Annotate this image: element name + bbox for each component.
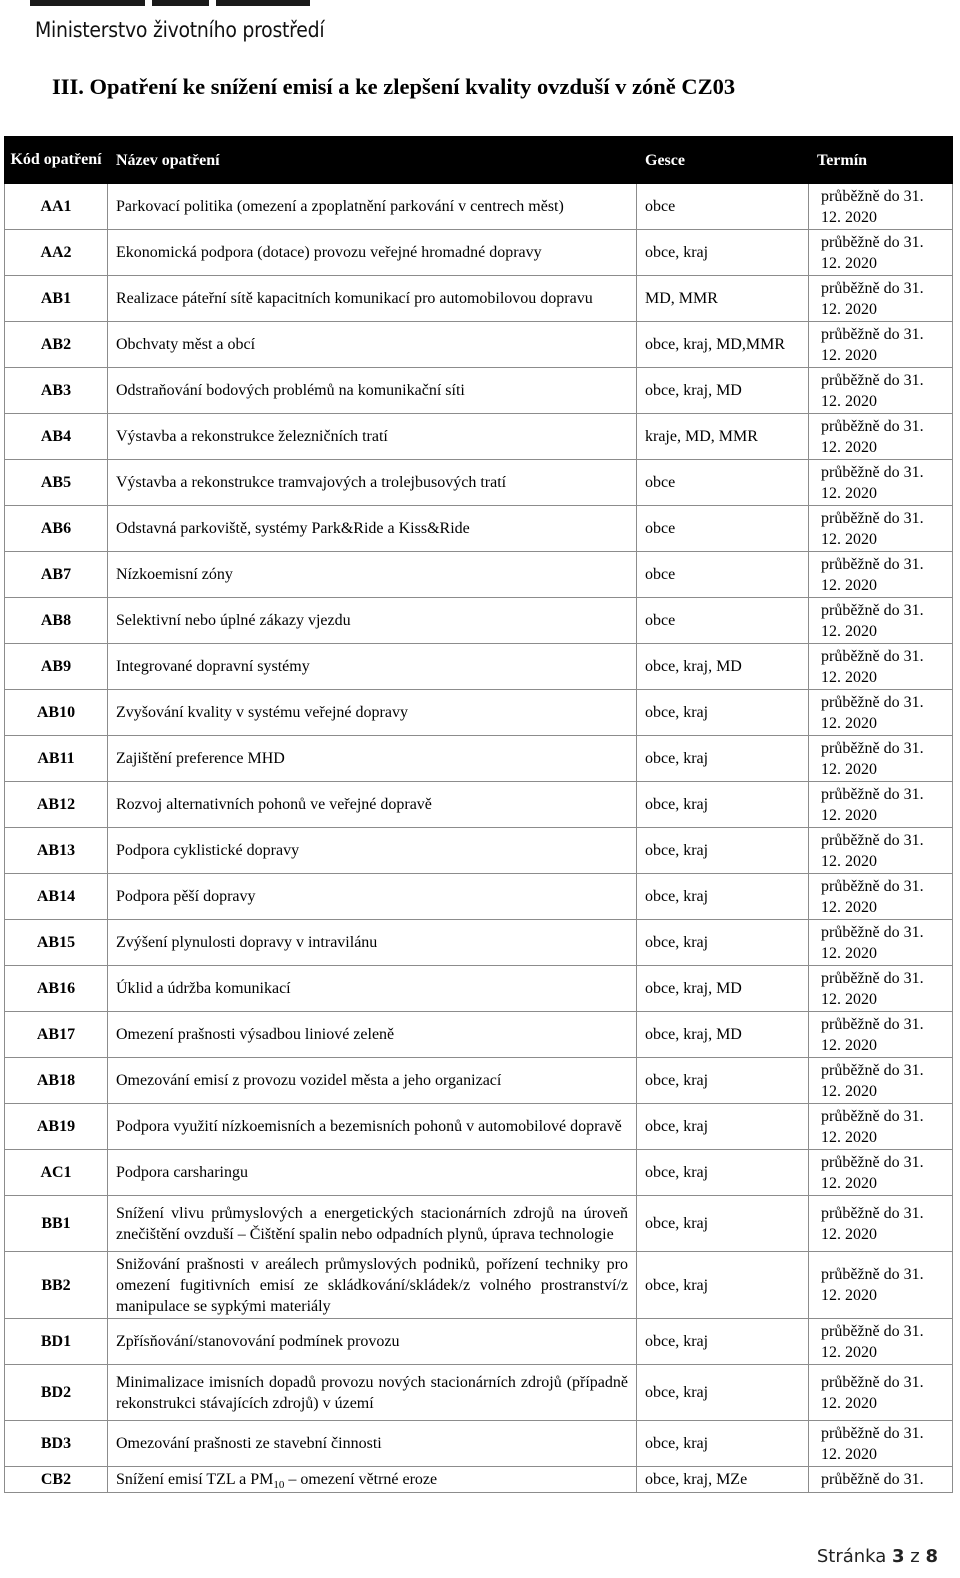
measure-code: AB3 xyxy=(5,368,108,414)
measure-responsibility: obce, kraj, MZe xyxy=(637,1467,809,1493)
measure-responsibility: obce, kraj, MD xyxy=(637,644,809,690)
table-row xyxy=(5,828,953,874)
measure-term: průběžně do 31. 12. 2020 xyxy=(809,1150,953,1196)
measure-term: průběžně do 31. 12. 2020 xyxy=(809,690,953,736)
measure-responsibility: obce, kraj xyxy=(637,736,809,782)
measure-code: AB5 xyxy=(5,460,108,506)
table-row xyxy=(5,230,953,276)
measure-name-subscript: 10 xyxy=(273,1479,285,1492)
measure-responsibility: obce, kraj xyxy=(637,874,809,920)
measure-name: Podpora využití nízkoemisních a bezemisních pohonů v automobilové dopravě xyxy=(108,1104,637,1150)
table-row xyxy=(5,184,953,230)
header-name: Název opatření xyxy=(108,137,637,184)
measure-term: průběžně do 31. 12. 2020 xyxy=(809,1252,953,1319)
measure-term: průběžně do 31. 12. 2020 xyxy=(809,782,953,828)
measure-responsibility: obce, kraj xyxy=(637,690,809,736)
page-number xyxy=(817,1546,938,1567)
logo-bar-left xyxy=(30,0,145,6)
measure-code: AB18 xyxy=(5,1058,108,1104)
measure-responsibility: obce, kraj xyxy=(637,1365,809,1421)
measure-responsibility: obce, kraj xyxy=(637,782,809,828)
measure-code: AB7 xyxy=(5,552,108,598)
table-row xyxy=(5,644,953,690)
table-row xyxy=(5,1104,953,1150)
measure-term: průběžně do 31. 12. 2020 xyxy=(809,1104,953,1150)
table-row xyxy=(5,506,953,552)
measure-term: průběžně do 31. 12. 2020 xyxy=(809,1319,953,1365)
measure-responsibility: obce, kraj xyxy=(637,1104,809,1150)
measure-name: Obchvaty měst a obcí xyxy=(108,322,637,368)
measures-table xyxy=(4,136,953,1493)
table-row xyxy=(5,1252,953,1319)
table-row xyxy=(5,368,953,414)
measure-responsibility: obce, kraj, MD xyxy=(637,1012,809,1058)
page-number-current: 3 xyxy=(892,1546,905,1567)
table-row xyxy=(5,1012,953,1058)
measure-code: AA1 xyxy=(5,184,108,230)
table-row xyxy=(5,874,953,920)
measure-name: Minimalizace imisních dopadů provozu nových stacionárních zdrojů (případně rekonstrukci stávajících zdrojů) v území xyxy=(108,1365,637,1421)
measure-name: Podpora pěší dopravy xyxy=(108,874,637,920)
measure-term: průběžně do 31. 12. 2020 xyxy=(809,1196,953,1252)
header-term: Termín xyxy=(809,137,953,184)
measure-name: Omezování emisí z provozu vozidel města a jeho organizací xyxy=(108,1058,637,1104)
table-row xyxy=(5,276,953,322)
measure-responsibility: obce, kraj xyxy=(637,1150,809,1196)
table-row xyxy=(5,552,953,598)
measure-name: Rozvoj alternativních pohonů ve veřejné dopravě xyxy=(108,782,637,828)
measure-code: AB15 xyxy=(5,920,108,966)
table-row xyxy=(5,414,953,460)
measure-term: průběžně do 31. 12. 2020 xyxy=(809,184,953,230)
measure-name: Nízkoemisní zóny xyxy=(108,552,637,598)
measure-term: průběžně do 31. 12. 2020 xyxy=(809,966,953,1012)
measure-code: AB1 xyxy=(5,276,108,322)
measure-term: průběžně do 31. 12. 2020 xyxy=(809,506,953,552)
table-row xyxy=(5,322,953,368)
header-resp: Gesce xyxy=(637,137,809,184)
measure-code: AB12 xyxy=(5,782,108,828)
measure-name: Parkovací politika (omezení a zpoplatnění parkování v centrech měst) xyxy=(108,184,637,230)
measure-code: BB1 xyxy=(5,1196,108,1252)
measure-name: Podpora cyklistické dopravy xyxy=(108,828,637,874)
measure-term: průběžně do 31. xyxy=(809,1467,953,1493)
measure-responsibility: obce xyxy=(637,506,809,552)
measure-term: průběžně do 31. 12. 2020 xyxy=(809,276,953,322)
measure-responsibility: obce, kraj xyxy=(637,828,809,874)
page-title: III. Opatření ke snížení emisí a ke zlepšení kvality ovzduší v zóně CZ03 xyxy=(52,74,736,99)
measure-name-text-rest: – omezení větrné eroze xyxy=(284,1471,438,1488)
measure-term: průběžně do 31. 12. 2020 xyxy=(809,414,953,460)
measure-code: AB8 xyxy=(5,598,108,644)
measure-code: AB19 xyxy=(5,1104,108,1150)
measure-name: Zvýšení plynulosti dopravy v intravilánu xyxy=(108,920,637,966)
measure-name: Výstavba a rekonstrukce tramvajových a trolejbusových tratí xyxy=(108,460,637,506)
measure-responsibility: obce, kraj xyxy=(637,1421,809,1467)
measure-term: průběžně do 31. 12. 2020 xyxy=(809,1012,953,1058)
measure-term: průběžně do 31. 12. 2020 xyxy=(809,644,953,690)
measure-name: Ekonomická podpora (dotace) provozu veřejné hromadné dopravy xyxy=(108,230,637,276)
measure-name: Snížení vlivu průmyslových a energetických stacionárních zdrojů na úroveň znečištění ovzduší – Čištění spalin nebo odpadních plynů, úprava technologie xyxy=(108,1196,637,1252)
measure-code: CB2 xyxy=(5,1467,108,1493)
measure-term: průběžně do 31. 12. 2020 xyxy=(809,1365,953,1421)
measure-term: průběžně do 31. 12. 2020 xyxy=(809,736,953,782)
table-row xyxy=(5,1196,953,1252)
measure-code: AB11 xyxy=(5,736,108,782)
page-number-prefix: Stránka xyxy=(816,1546,893,1567)
measure-term: průběžně do 31. 12. 2020 xyxy=(809,460,953,506)
measure-responsibility: obce, kraj xyxy=(637,920,809,966)
measure-name-text: Snížení emisí TZL a PM xyxy=(116,1471,274,1488)
measure-name: Selektivní nebo úplné zákazy vjezdu xyxy=(108,598,637,644)
measure-name: Zajištění preference MHD xyxy=(108,736,637,782)
measure-name: Realizace páteřní sítě kapacitních komunikací pro automobilovou dopravu xyxy=(108,276,637,322)
measure-code: BD3 xyxy=(5,1421,108,1467)
logo-bar-right xyxy=(216,0,310,6)
table-row xyxy=(5,460,953,506)
measure-term: průběžně do 31. 12. 2020 xyxy=(809,1058,953,1104)
measure-term: průběžně do 31. 12. 2020 xyxy=(809,920,953,966)
measure-responsibility: obce, kraj, MD,MMR xyxy=(637,322,809,368)
measure-code: AC1 xyxy=(5,1150,108,1196)
measure-code: AB10 xyxy=(5,690,108,736)
measure-code: AB2 xyxy=(5,322,108,368)
measure-responsibility: obce xyxy=(637,552,809,598)
table-row xyxy=(5,1365,953,1421)
measure-responsibility: MD, MMR xyxy=(637,276,809,322)
measure-name: Omezení prašnosti výsadbou liniové zeleně xyxy=(108,1012,637,1058)
measure-name: Integrované dopravní systémy xyxy=(108,644,637,690)
table-row xyxy=(5,598,953,644)
measure-responsibility: obce xyxy=(637,184,809,230)
measure-responsibility: obce, kraj xyxy=(637,1252,809,1319)
measure-responsibility: obce, kraj xyxy=(637,1196,809,1252)
table-row xyxy=(5,1467,953,1493)
measure-name: Odstavná parkoviště, systémy Park&Ride a Kiss&Ride xyxy=(108,506,637,552)
measure-term: průběžně do 31. 12. 2020 xyxy=(809,322,953,368)
measure-code: AB16 xyxy=(5,966,108,1012)
table-row xyxy=(5,1319,953,1365)
measure-responsibility: obce, kraj, MD xyxy=(637,966,809,1012)
measure-code: BB2 xyxy=(5,1252,108,1319)
measure-code: AB6 xyxy=(5,506,108,552)
table-row xyxy=(5,690,953,736)
measure-term: průběžně do 31. 12. 2020 xyxy=(809,1421,953,1467)
table-row xyxy=(5,782,953,828)
header-code: Kód opatření xyxy=(5,137,108,184)
table-row xyxy=(5,966,953,1012)
table-row xyxy=(5,1150,953,1196)
measure-responsibility: obce, kraj, MD xyxy=(637,368,809,414)
measure-term: průběžně do 31. 12. 2020 xyxy=(809,598,953,644)
table-row xyxy=(5,920,953,966)
measure-term: průběžně do 31. 12. 2020 xyxy=(809,368,953,414)
measure-responsibility: obce xyxy=(637,598,809,644)
measure-name: Podpora carsharingu xyxy=(108,1150,637,1196)
measure-name: Úklid a údržba komunikací xyxy=(108,966,637,1012)
measure-code: AB13 xyxy=(5,828,108,874)
measure-term: průběžně do 31. 12. 2020 xyxy=(809,828,953,874)
logo-bar-middle xyxy=(152,0,209,6)
table-row xyxy=(5,1421,953,1467)
measure-name: Snižování prašnosti v areálech průmyslových podniků, pořízení techniky pro omezení fugitivních emisí ze skládkování/skládek/z volného prostranství/z manipulace se sypkými materiály xyxy=(108,1252,637,1319)
measure-code: BD2 xyxy=(5,1365,108,1421)
measure-name xyxy=(108,1467,637,1493)
measure-responsibility: obce, kraj xyxy=(637,1058,809,1104)
measure-term: průběžně do 31. 12. 2020 xyxy=(809,230,953,276)
measure-code: AA2 xyxy=(5,230,108,276)
measure-responsibility: obce, kraj xyxy=(637,230,809,276)
measure-code: AB14 xyxy=(5,874,108,920)
measure-code: AB17 xyxy=(5,1012,108,1058)
table-row xyxy=(5,736,953,782)
measure-term: průběžně do 31. 12. 2020 xyxy=(809,874,953,920)
measure-code: BD1 xyxy=(5,1319,108,1365)
table-row xyxy=(5,1058,953,1104)
measure-responsibility: kraje, MD, MMR xyxy=(637,414,809,460)
measure-name: Omezování prašnosti ze stavební činnosti xyxy=(108,1421,637,1467)
page-number-sep: z xyxy=(904,1546,926,1567)
page-number-total: 8 xyxy=(925,1546,938,1567)
measure-name: Výstavba a rekonstrukce železničních tratí xyxy=(108,414,637,460)
measure-name: Zvyšování kvality v systému veřejné dopravy xyxy=(108,690,637,736)
ministry-logo-text: Ministerstvo životního prostředí xyxy=(35,18,325,42)
measure-responsibility: obce, kraj xyxy=(637,1319,809,1365)
measure-code: AB9 xyxy=(5,644,108,690)
measure-code: AB4 xyxy=(5,414,108,460)
measure-name: Zpřísňování/stanovování podmínek provozu xyxy=(108,1319,637,1365)
measure-responsibility: obce xyxy=(637,460,809,506)
measure-name: Odstraňování bodových problémů na komunikační síti xyxy=(108,368,637,414)
measure-term: průběžně do 31. 12. 2020 xyxy=(809,552,953,598)
table-header-row xyxy=(5,137,953,184)
